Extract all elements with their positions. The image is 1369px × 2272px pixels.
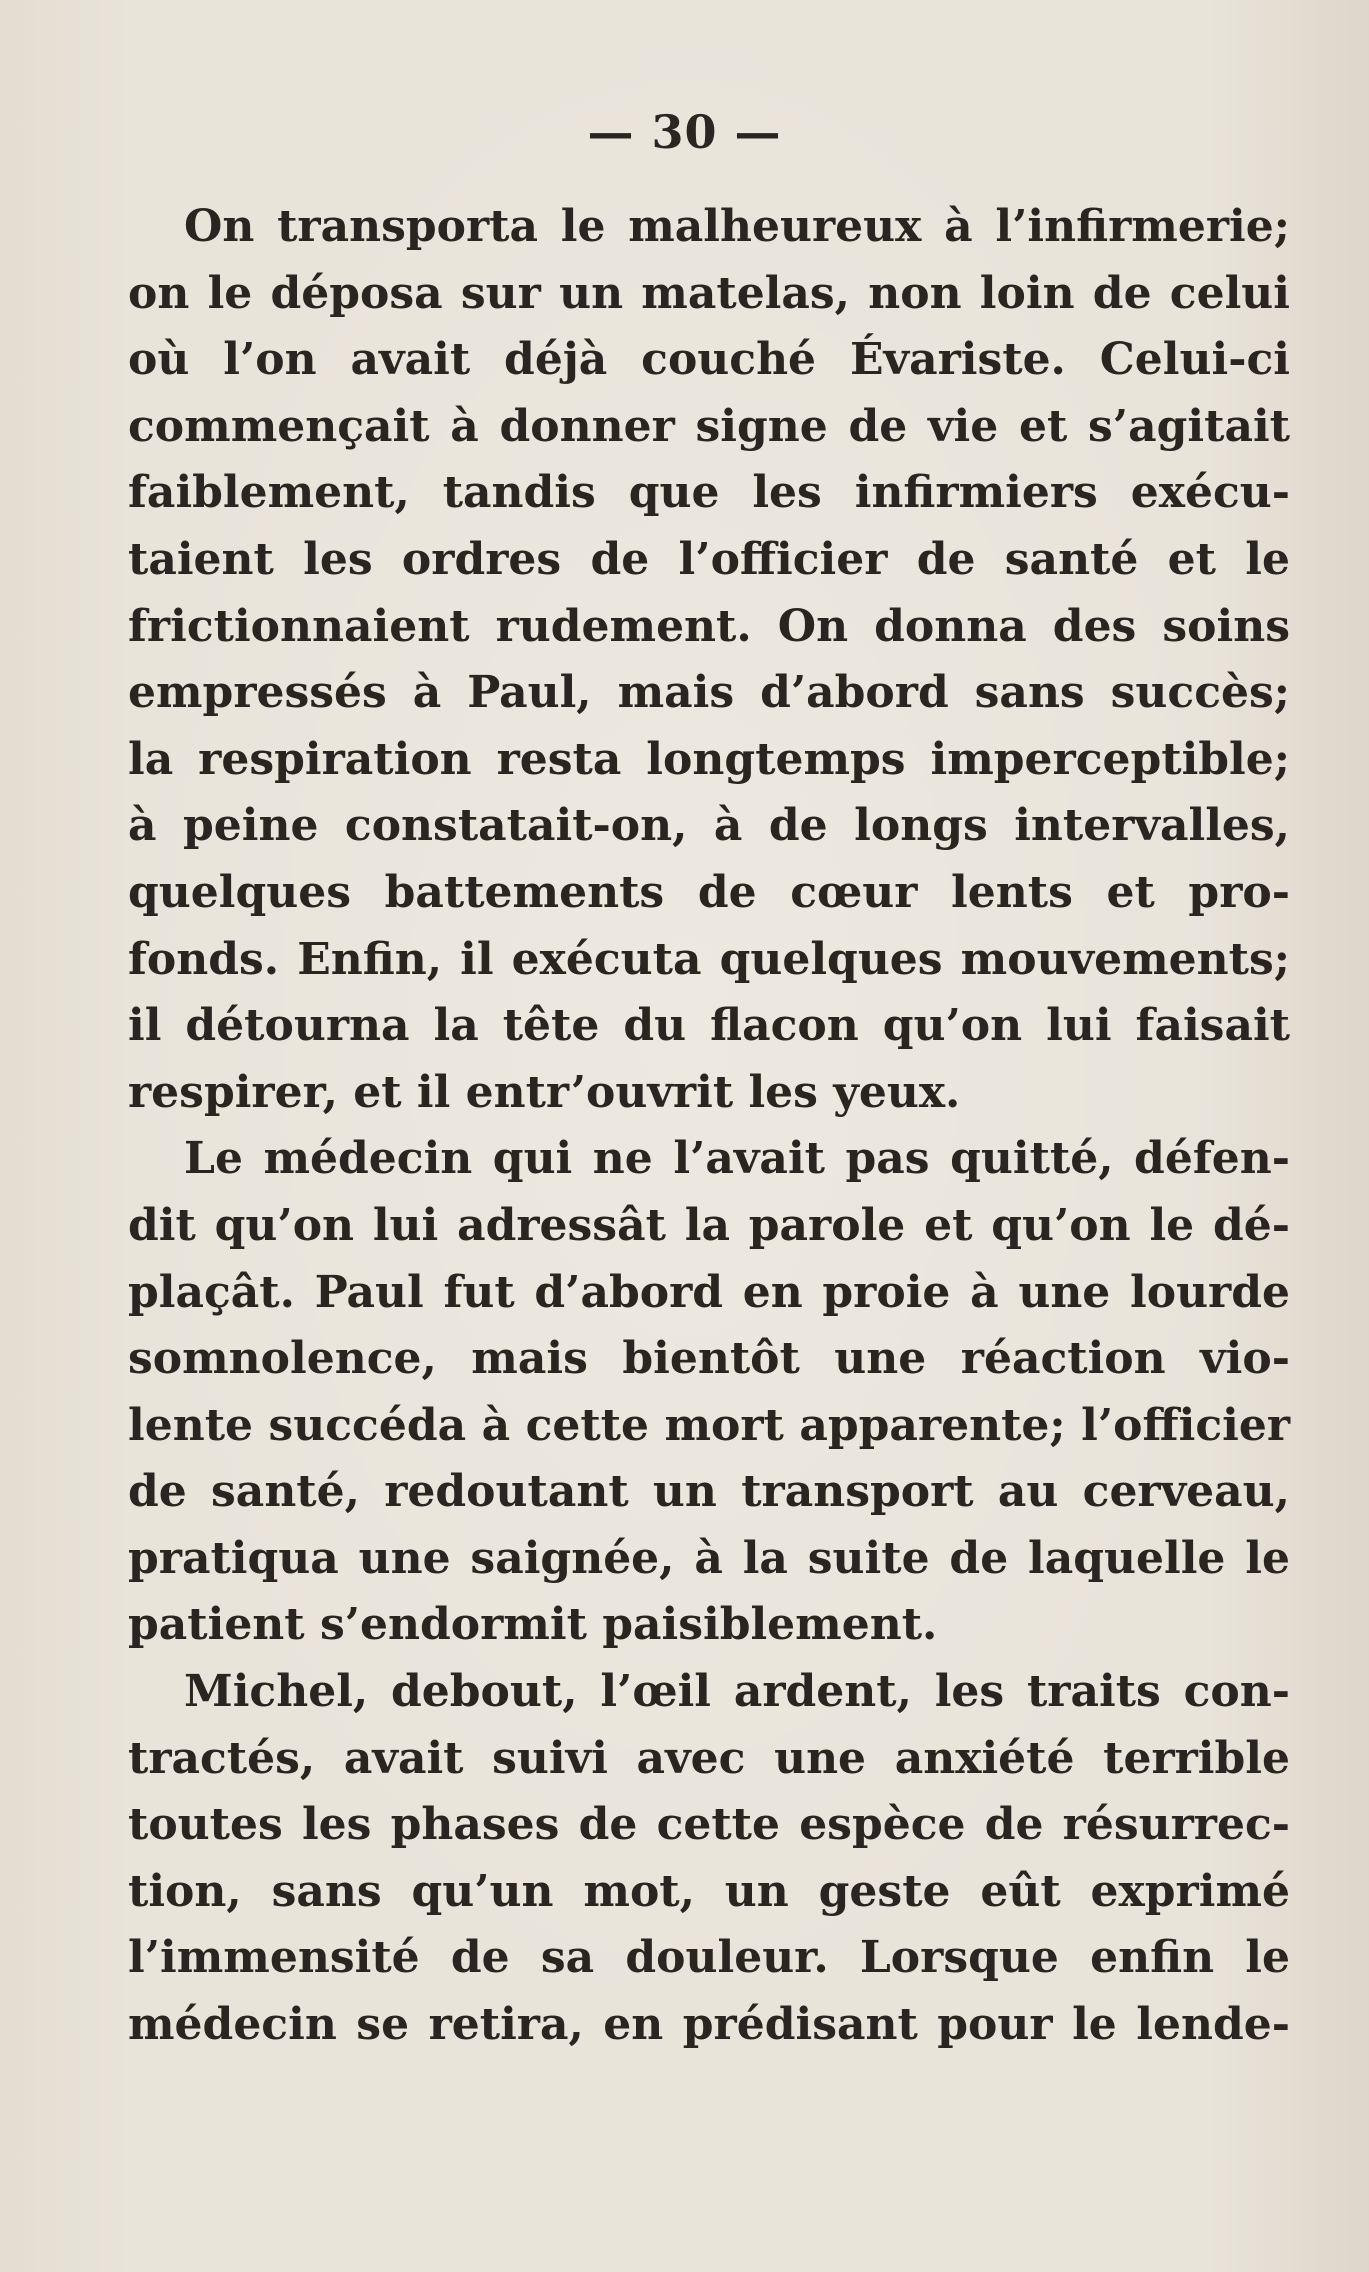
text-line: fonds. Enfin, il exécuta quelques mouvements; (128, 933, 1290, 985)
text-line: patient s’endormit paisiblement. (128, 1599, 938, 1651)
text-line: médecin se retira, en prédisant pour le lende- (128, 1999, 1290, 2051)
text-line: toutes les phases de cette espèce de résurrec- (128, 1799, 1290, 1851)
text-line: la respiration resta longtemps imperceptible; (128, 733, 1290, 785)
text-line: commençait à donner signe de vie et s’agitait (128, 400, 1290, 452)
text-line: quelques battements de cœur lents et pro- (128, 866, 1290, 918)
text-line: l’immensité de sa douleur. Lorsque enfin le (128, 1932, 1290, 1984)
text-line: On transporta le malheureux à l’infirmerie; (184, 201, 1290, 252)
text-line: Le médecin qui ne l’avait pas quitté, défen- (184, 1133, 1290, 1185)
text-line: à peine constatait-on, à de longs intervalles, (128, 800, 1290, 852)
body-text (128, 194, 1290, 2059)
text-line: empressés à Paul, mais d’abord sans succès; (128, 667, 1290, 719)
text-line: où l’on avait déjà couché Évariste. Celui-ci (128, 334, 1290, 386)
text-line: Michel, debout, l’œil ardent, les traits con- (184, 1666, 1290, 1718)
text-line: respirer, et il entr’ouvrit les yeux. (128, 1066, 961, 1118)
text-line: dit qu’on lui adressât la parole et qu’on le dé- (128, 1199, 1290, 1251)
text-line: taient les ordres de l’officier de santé et le (128, 533, 1290, 585)
text-line: lente succéda à cette mort apparente; l’officier (128, 1399, 1290, 1451)
text-line: de santé, redoutant un transport au cerveau, (128, 1466, 1290, 1518)
page-number: — 30 — (587, 105, 782, 159)
text-line: tractés, avait suivi avec une anxiété terrible (128, 1732, 1290, 1784)
text-line: plaçât. Paul fut d’abord en proie à une lourde (128, 1266, 1290, 1318)
text-line: il détourna la tête du flacon qu’on lui faisait (128, 1000, 1290, 1052)
text-line: on le déposa sur un matelas, non loin de celui (128, 267, 1290, 319)
text-line: pratiqua une saignée, à la suite de laquelle le (128, 1532, 1290, 1584)
text-line: frictionnaient rudement. On donna des soins (128, 600, 1290, 652)
text-line: somnolence, mais bientôt une réaction vio- (128, 1333, 1290, 1385)
text-line: faiblement, tandis que les infirmiers exécu- (128, 467, 1290, 519)
text-line: tion, sans qu’un mot, un geste eût exprimé (128, 1865, 1290, 1917)
